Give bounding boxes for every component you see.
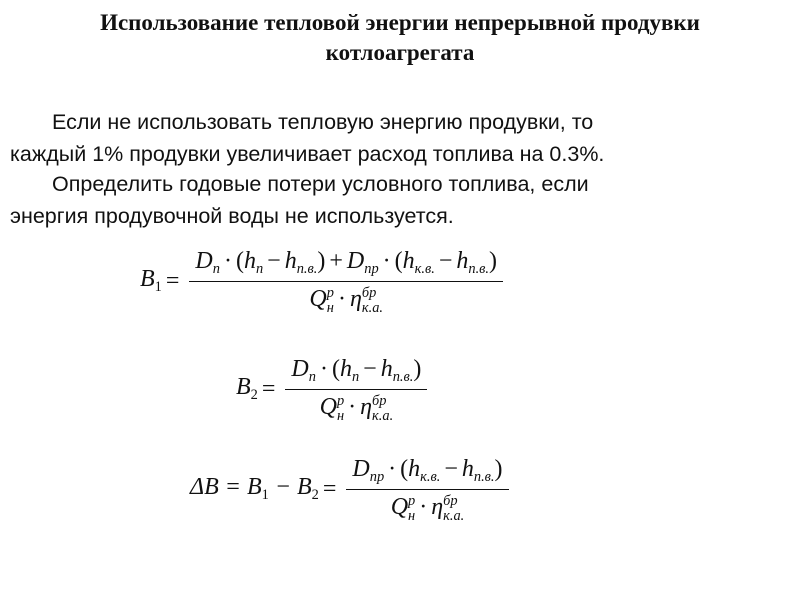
delta-b-fraction — [346, 456, 508, 523]
title-line-1: Использование тепловой энергии непрерывной продувки — [100, 10, 700, 35]
paragraph2-line1: Определить годовые потери условного топлива, если — [52, 172, 589, 196]
delta-b-lhs: $\Delta B = B_1 - B_2$ — [190, 474, 319, 504]
paragraph-task — [10, 168, 790, 232]
delta-b-numerator: $D_{пр} \cdot (h_{к.в.} - h_{п.в.})$ — [352, 456, 503, 486]
b2-fraction — [285, 356, 427, 423]
b1-fraction — [189, 248, 503, 315]
paragraph1-line1: Если не использовать тепловую энергию продувки, то — [52, 110, 594, 134]
b1-numerator: $D_п \cdot (h_п - h_{п.в.}) + D_{пр} \cdot (h_{к.в.} - h_{п.в.})$ — [195, 248, 498, 278]
b1-lhs: $B_1$ — [140, 266, 162, 296]
b1-denominator: Q р н · η бр к.а. — [309, 285, 383, 316]
paragraph-condition — [10, 106, 790, 170]
slide-title — [0, 8, 800, 68]
title-line-2: котлоагрегата — [325, 40, 475, 65]
paragraph2-line2: энергия продувочной воды не используется. — [10, 204, 454, 228]
b2-denominator: Q р н · η бр к.а. — [319, 393, 394, 424]
formula-b2: $B_2$ = $D_п \cdot (h_п - h_{п.в.})$ Q р н · η бр к.а. — [236, 356, 433, 423]
paragraph1-line2: каждый 1% продувки увеличивает расход топлива на 0.3%. — [10, 142, 605, 166]
formula-b1: $B_1$ = $D_п \cdot (h_п - h_{п.в.}) + D_{пр} \cdot (h_{к.в.} - h_{п.в.})$ Q р н · η бр к.а. — [140, 248, 509, 315]
formula-delta-b: $\Delta B = B_1 - B_2$ = $D_{пр} \cdot (h_{к.в.} - h_{п.в.})$ Q р н · η бр к.а. — [190, 456, 515, 523]
b2-numerator: $D_п \cdot (h_п - h_{п.в.})$ — [291, 356, 422, 386]
delta-b-denominator: Q р н · η бр к.а. — [390, 493, 465, 524]
b2-lhs: $B_2$ — [236, 374, 258, 404]
